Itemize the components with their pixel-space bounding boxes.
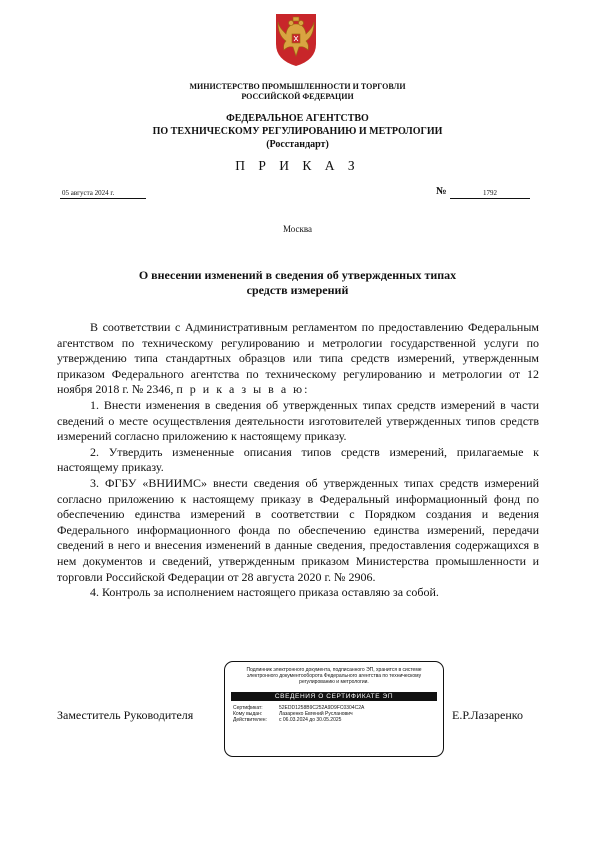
body-item-3: 3. ФГБУ «ВНИИМС» внести сведения об утвержденных типах средств измерений согласно приложению к настоящему приказу в Федеральный информационный фонд по обеспечению единства измерений в соответствии с Порядком создания и ведения Федерального информационного фонда по обеспечению единства измерений, передачи сведений в него и внесения изменений в данные сведения, предоставления содержащихся в нем документов и сведений, утвержденным приказом Министерства промышленности и торговли Российской Федерации от 28 августа 2020 г. № 2906. [57,475,539,584]
prikazyvayu-text: п р и к а з ы в а ю: [176,382,310,397]
signatory-name: Е.Р.Лазаренко [452,708,524,722]
agency-line-2: ПО ТЕХНИЧЕСКОМУ РЕГУЛИРОВАНИЮ И МЕТРОЛОГИИ [152,126,443,137]
order-title: П Р И К А З [235,158,360,173]
ministry-header [0,82,595,102]
subject-line-1: О внесении изменений в сведения об утвержденных типах [138,268,457,282]
signatory-position: Заместитель Руководителя [57,708,194,722]
body-item-4: 4. Контроль за исполнением настоящего приказа оставляю за собой. [90,585,439,600]
subject-line-2: средств измерений [246,283,349,297]
ministry-line-2: РОССИЙСКОЙ ФЕДЕРАЦИИ [241,92,354,101]
ecp-stamp-title-bar: СВЕДЕНИЯ О СЕРТИФИКАТЕ ЭП [231,692,437,701]
ministry-line-1: МИНИСТЕРСТВО ПРОМЫШЛЕННОСТИ И ТОРГОВЛИ [189,82,406,91]
order-body [57,320,539,601]
body-item-1: 1. Внести изменения в сведения об утвержденных типах средств измерений в части сведений о месте осуществления деятельности изготовителей утвержденных типов средств измерений согласно приложению к настоящему приказу. [57,397,539,444]
order-number-label: № [436,186,447,197]
ecp-validity-value: с 06.03.2024 до 30.05.2025 [279,717,342,724]
body-paragraph-intro [57,320,539,398]
electronic-signature-stamp [224,661,444,757]
order-subject [0,268,595,298]
ecp-certificate-label: Сертификат: [233,704,263,711]
ecp-stamp-notice: Подлинник электронного документа, подписанного ЭП, хранится в системе электронного документооборота Федерального агентства по техническому регулированию и метрологии. [246,667,422,686]
ecp-stamp-details [233,705,435,724]
ecp-owner-label: Кому выдан: [233,710,263,717]
body-item-2: 2. Утвердить измененные описания типов средств измерений, прилагаемые к настоящему приказу. [57,444,539,475]
order-date: 05 августа 2024 г. [60,188,146,199]
ecp-certificate-value: 52EDD1258B9C252A9D9FC0304C2A [279,704,365,711]
coat-of-arms-emblem [272,10,320,68]
agency-line-3: (Росстандарт) [266,139,329,150]
agency-header [0,112,595,151]
ecp-owner-value: Лазаренко Евгений Русланович [279,710,353,717]
ecp-validity-row [233,717,435,723]
order-city: Москва [283,224,312,234]
ecp-validity-label: Действителен: [233,717,267,724]
intro-text: В соответствии с Административным регламентом по предоставлению Федеральным агентством по техническому регулированию и метрологии государственной услуги по утверждению типа стандартных образцов или типа средств измерений, утвержденным приказом Федерального агентства по техническому регулированию и метрологии от 12 ноября 2018 г. № 2346, [57,320,539,397]
agency-line-1: ФЕДЕРАЛЬНОЕ АГЕНТСТВО [226,113,369,124]
order-number: 1792 [450,188,530,199]
